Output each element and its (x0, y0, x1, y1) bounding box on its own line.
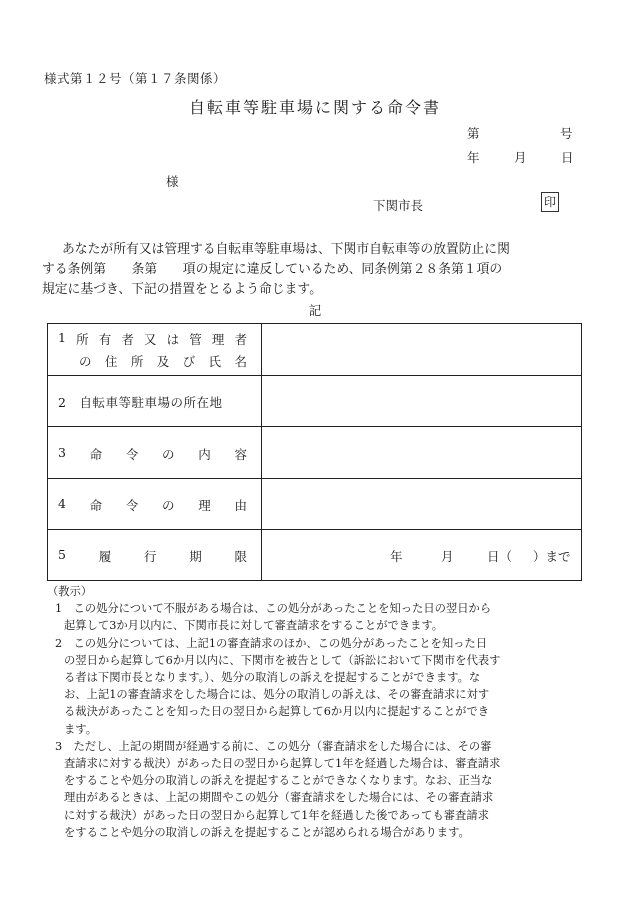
doc-number-dai: 第 (467, 126, 480, 141)
value-deadline (262, 530, 581, 580)
notice-line: 3 ただし、上記の期間が経過する前に、この処分（審査請求をした場合には、その審 (55, 739, 492, 753)
document-title: 自転車等駐車場に関する命令書 (188, 98, 441, 117)
notice-line: をすることや処分の取消しの訴えを提起することができなくなります。なお、正当な (64, 774, 493, 788)
notice-line: 1 この処分について不服がある場合は、この処分があったことを知った日の翌日から (55, 602, 492, 616)
notice-line: 理由があるときは、上記の期間やこの処分（審査請求をした場合には、その審査請求 (64, 791, 494, 805)
table-row (48, 479, 581, 530)
value-order-reason (262, 479, 581, 529)
deadline-month: 月 (441, 549, 454, 564)
notice-line: お、上記1の審査請求をした場合には、処分の取消しの訴えは、その審査請求に対す (64, 688, 490, 702)
table-row (48, 376, 581, 427)
order-body (42, 240, 592, 300)
seal-mark: 印 (541, 192, 559, 212)
deadline-day: 日（ (487, 549, 513, 564)
record-table (47, 323, 582, 581)
date-month: 月 (514, 150, 527, 165)
date-day: 日 (561, 150, 574, 165)
deadline-suffix: ）まで (533, 549, 571, 564)
body-line-3: 規定に基づき、下記の措置をとるよう命じます。 (42, 282, 322, 297)
label-owner-line2: の 住 所 及 び 氏 名 (79, 354, 247, 369)
value-order-content (262, 427, 581, 478)
notice-line: をすることや処分の取消しの訴えを提起することが認められる場合があります。 (64, 825, 470, 839)
label-location: 2 自転車等駐車場の所在地 (48, 376, 262, 426)
body-line-2: する条例第 条第 項の規定に違反しているため、同条例第２８条第１項の (42, 262, 503, 277)
table-row (48, 530, 581, 580)
label-order-content: 3 命 令 の 内 容 (48, 427, 262, 478)
table-row (48, 427, 581, 479)
table-row (48, 324, 581, 376)
notice-heading: （教示） (47, 585, 93, 598)
notice-line: 2 この処分については、上記1の審査請求のほか、この処分があったことを知った日 (55, 636, 488, 650)
ki-heading: 記 (308, 303, 322, 318)
notice-line: る者は下関市長となります。）、処分の取消しの訴えを提起することができます。な (64, 671, 481, 685)
label-owner-line1: 1 所 有 者 又 は 管 理 者 (58, 330, 247, 347)
notice-line: る裁決があったことを知った日の翌日から起算して6か月以内に提起することができ (64, 705, 490, 719)
label-order-reason: 4 命 令 の 理 由 (48, 479, 262, 529)
value-owner (262, 324, 581, 375)
date-year: 年 (467, 150, 480, 165)
label-owner (48, 324, 262, 375)
issuer-name: 下関市長 (373, 198, 424, 213)
value-location (262, 376, 581, 426)
doc-number-go: 号 (560, 126, 573, 141)
appeal-notice (47, 583, 592, 841)
deadline-year: 年 (390, 549, 403, 564)
body-line-1: あなたが所有又は管理する自転車等駐車場は、下関市自転車等の放置防止に関 (62, 242, 510, 257)
addressee-suffix: 様 (166, 174, 179, 189)
notice-line: の翌日から起算して6か月以内に、下関市を被告として（訴訟において下関市を代表す (64, 653, 501, 667)
form-number: 様式第１２号（第１７条関係） (44, 71, 227, 86)
notice-line: ます。 (64, 722, 97, 736)
notice-line: 起算して3か月以内に、下関市長に対して審査請求をすることができます。 (64, 619, 444, 633)
label-deadline: 5 履 行 期 限 (48, 530, 262, 580)
notice-line: 査請求に対する裁決）があった日の翌日から起算して1年を経過した場合は、審査請求 (64, 757, 501, 771)
notice-line: に対する裁決）があった日の翌日から起算して1年を経過した後であっても審査請求 (64, 808, 489, 822)
